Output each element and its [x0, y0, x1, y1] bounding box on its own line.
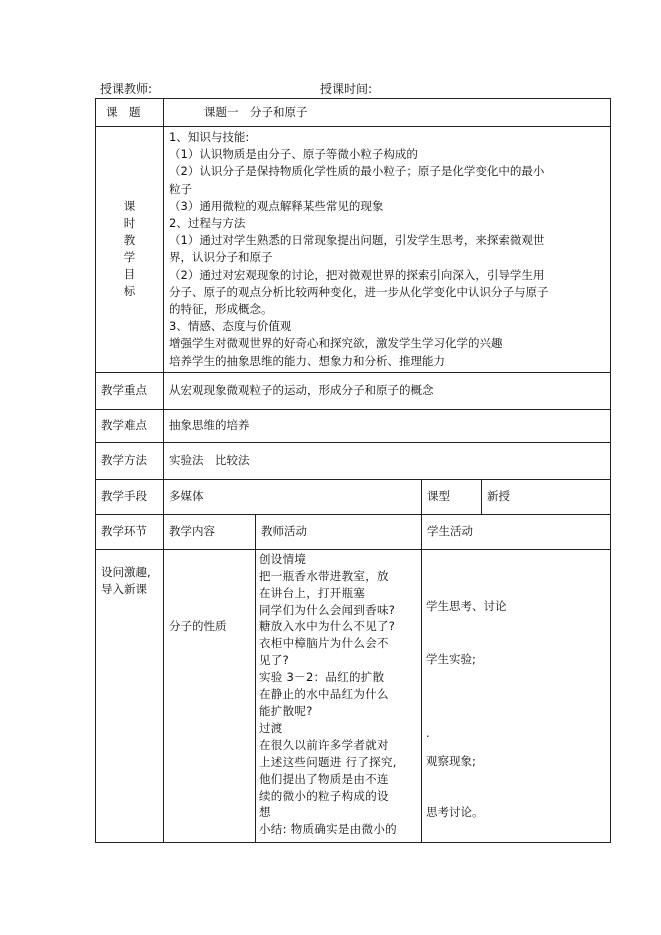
- student-activity-cell: [422, 549, 611, 842]
- activity-row: [96, 549, 611, 842]
- teacher-line: 同学们为什么会闻到香味?: [259, 602, 396, 617]
- topic-label: 课 题: [96, 99, 164, 127]
- teacher-line: 见了?: [259, 653, 290, 668]
- teacher-line: 能扩散呢?: [259, 704, 313, 718]
- student-dot: .: [426, 725, 430, 740]
- difficulty-row: [96, 409, 611, 442]
- teacher-line: 衣柜中樟脑片为什么会不: [259, 636, 389, 651]
- difficulty-value: 抽象思维的培养: [164, 409, 611, 442]
- means-value: 多媒体: [164, 479, 422, 514]
- stage-line: 设问激趣,: [101, 564, 151, 579]
- topic-row: [96, 99, 611, 127]
- lesson-plan-table: [95, 98, 611, 843]
- teacher-line: 把一瓶香水带进教室，放: [259, 568, 389, 583]
- col-content: 教学内容: [164, 514, 256, 549]
- teacher-line: 糖放入水中为什么不见了?: [259, 619, 396, 634]
- topic-value: 课题一 分子和原子: [164, 99, 611, 127]
- key-point-value: 从宏观现象微观粒子的运动，形成分子和原子的概念: [164, 372, 611, 409]
- goal-line: （2）通过对宏观现象的讨论，把对微观世界的探索引向深入，引导学生用: [169, 267, 545, 282]
- goal-line: 增强学生对微观世界的好奇心和探究欲，激发学生学习化学的兴趣: [169, 336, 503, 351]
- time-label: 授课时间:: [320, 82, 373, 96]
- student-observe: 观察现象;: [426, 753, 476, 768]
- teacher-line: 在讲台上，打开瓶塞: [259, 585, 366, 600]
- teacher-activity-cell: [256, 549, 422, 842]
- method-label: 教学方法: [96, 442, 164, 479]
- goal-line: 粒子: [169, 181, 192, 196]
- goal-line: （3）通用微粒的观点解释某些常见的现象: [169, 198, 384, 213]
- student-discuss: 思考讨论。: [426, 804, 484, 819]
- goals-row: [96, 127, 611, 373]
- teacher-line: 实验 3－2：品红的扩散: [259, 670, 385, 685]
- teacher-line: 在静止的水中品红为什么: [259, 687, 389, 702]
- header: [100, 80, 373, 97]
- teacher-line: 在很久以前许多学者就对: [259, 737, 389, 752]
- teacher-line: 创设情境: [259, 551, 307, 566]
- goal-line: （2）认识分子是保持物质化学性质的最小粒子；原子是化学变化中的最小: [169, 164, 545, 179]
- goal-line: （1）通过对学生熟悉的日常现象提出问题，引发学生思考，来探索微观世: [169, 233, 545, 248]
- method-row: [96, 442, 611, 479]
- student-think: 学生思考、讨论: [426, 598, 507, 613]
- goal-line: 2、过程与方法: [169, 216, 246, 231]
- key-point-row: [96, 372, 611, 409]
- goals-content: [164, 127, 611, 373]
- stage-cell: [96, 549, 164, 842]
- col-stage: 教学环节: [96, 514, 164, 549]
- type-value: 新授: [482, 479, 611, 514]
- method-value: 实验法 比较法: [164, 442, 611, 479]
- teacher-line: 小结: 物质确实是由微小的: [259, 822, 397, 837]
- teacher-line: 想: [259, 805, 271, 820]
- means-label: 教学手段: [96, 479, 164, 514]
- column-header-row: [96, 514, 611, 549]
- teacher-line: 续的微小的粒子构成的设: [259, 788, 389, 803]
- teacher-line: 他们提出了物质是由不连: [259, 771, 389, 786]
- teacher-line: 上述这些问题进 行了探究,: [259, 754, 397, 769]
- difficulty-label: 教学难点: [96, 409, 164, 442]
- goal-line: 3、情感、态度与价值观: [169, 319, 292, 334]
- type-label: 课型: [422, 479, 482, 514]
- content-cell: 分子的性质: [164, 549, 256, 842]
- stage-line: 导入新课: [101, 581, 147, 596]
- goals-label: 课 时 教 学 目 标: [96, 127, 164, 373]
- goal-line: 1、知识与技能:: [169, 130, 250, 144]
- teacher-label: 授课教师:: [100, 82, 153, 96]
- goal-line: 分子、原子的观点分析比较两种变化，进一步从化学变化中认识分子与原子: [169, 284, 549, 299]
- goal-line: 的特征，形成概念。: [169, 302, 273, 317]
- teacher-line: 过渡: [259, 720, 283, 735]
- goal-line: （1）认识物质是由分子、原子等微小粒子构成的: [169, 147, 418, 162]
- col-teacher: 教师活动: [256, 514, 422, 549]
- key-point-label: 教学重点: [96, 372, 164, 409]
- col-student: 学生活动: [422, 514, 611, 549]
- means-row: [96, 479, 611, 514]
- student-experiment: 学生实验;: [426, 651, 476, 666]
- goal-line: 培养学生的抽象思维的能力、想象力和分析、推理能力: [169, 353, 445, 368]
- goal-line: 界，认识分子和原子: [169, 250, 273, 265]
